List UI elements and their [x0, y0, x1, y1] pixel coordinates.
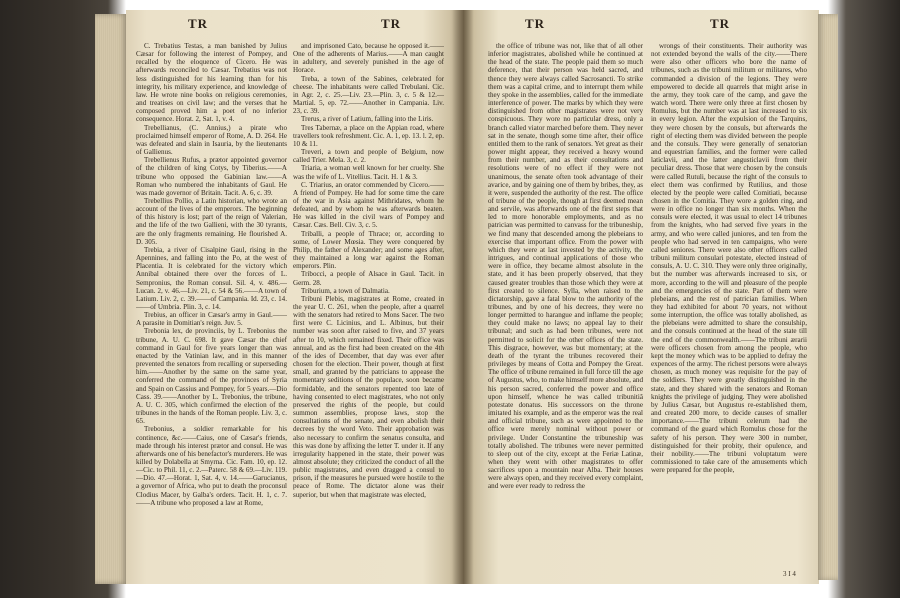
entry-paragraph: C. Trebatius Testas, a man banished by Julius Cæsar for following the interest of Pompey, and recalled by the eloquence of Cicero. He was afterwards reconciled to Cæsar. Trebatius was not less distinguished for his learning than for his integrity, his military experience, and knowledge of law. He wrote nine books on religious ceremonies, and treatises on civil law; and the verses that he composed proved him a poet of no inferior consequence. Horat. 2, Sat. 1, v. 4.: [136, 42, 287, 124]
entry-paragraph: the office of tribune was not, like that of all other inferior magistrates, abolished while he continued at the head of the state. The people paid them so much deference, that their person was held sacred, and thence they were always called Sacrosancti. To strike them was a capital crime, and to interrupt them while they spoke in the assemblies, called for the immediate interference of power. The marks by which they were distinguished from other magistrates were not very conspicuous. They wore no particular dress, only a branch called viator marched before them. They never sat in the senate, though some time after, their office entitled them to the rank of senators. Yet great as their power might appear, they received a heavy wound from their number, and as their consultations and resolutions were of no effect if they were not unanimous, the senate often took advantage of their avarice, and by gaining one of them by bribes, they, as it were, suspended the authority of the rest. The office of tribune of the people, though at first deemed mean and servile, was afterwards one of the first steps that led to more honorable employments, and as no patrician was permitted to canvass for the tribuneship, we find many that descended among the plebeians to exercise that important office. From the power with which they were at last invested by the activity, the intrigues, and continual applications of those who were in office, they became almost absolute in the state, and it has been properly observed, that they caused greater troubles than those which they were at first created to silence. Sylla, when raised to the dictatorship, gave a fatal blow to the authority of the tribunes, and by one of his decrees, they were no longer permitted to harangue and inflame the people; they could make no laws; no appeal lay to their tribunal; and such as had been tribunes, were not permitted to solicit for the other offices of the state. This disgrace, however, was but momentary; at the death of the tyrant the tribunes recovered their privileges by means of Cotta and Pompey the Great. The office of tribune remained in full force till the age of Augustus, who, to make himself more absolute, and his person sacred, conferred the power and office upon himself, whence he was called tribunitiâ potestate donatus. His successors on the throne imitated his example, and as the emperor was the real and official tribune, such as were appointed to the office were merely nominal without power or privilege. Under Constantine the tribuneship was totally abolished. The tribunes were never permitted to sleep out of the city, except at the Feriæ Latinæ, when they went with other magistrates to offer sacrifices upon a mountain near Alba. Their houses were always open, and they received every complaint, and were ever ready to redress the: [488, 42, 643, 491]
right-page-header-right: TR: [710, 16, 731, 31]
right-page-edges: [818, 14, 838, 580]
entry-paragraph: Treveri, a town and people of Belgium, now called Trier. Mela. 3, c. 2.: [293, 148, 444, 165]
entry-paragraph: Triaria, a woman well known for her cruelty. She was the wife of L. Vitellius. Tacit. H. 1 & 3.: [293, 164, 444, 181]
left-page: [126, 10, 463, 584]
left-page-header-left: TR: [188, 16, 209, 31]
entry-paragraph: Trebonia lex, de provinciis, by L. Trebonius the tribune, A. U. C. 698. It gave Cæsar the chief command in Gaul for five years longer than was enacted by the Vatinian law, and in this manner prevented the senators from recalling or superseding him.——Another by the same on the same year, conferred the command of the provinces of Syria and Spain on Cassius and Pompey, for 5 years.—Dio Cass. 39.——Another by L. Trebonius, the tribune, A. U. C. 305, which confirmed the election of the tribunes in the hands of the Roman people. Liv. 3, c. 65.: [136, 327, 287, 426]
entry-paragraph: Trerus, a river of Latium, falling into the Liris.: [301, 115, 434, 124]
entry-paragraph: Trebellienus Rufus, a prætor appointed governor of the children of king Cotys, by Tiberius.——A tribune who opposed the Gabinian law.——A Roman who numbered the inhabitants of Gaul. He was made governor of Britain. Tacit. A. 6, c. 39.: [136, 156, 287, 197]
entry-paragraph: Triballi, a people of Thrace; or, according to some, of Lower Mœsia. They were conquered by Philip, the father of Alexander; and some ages after, they maintained a long war against the Roman emperors. Plin.: [293, 229, 444, 271]
entry-paragraph: Trebia, a river of Cisalpine Gaul, rising in the Apennines, and falling into the Po, at the west of Placentia. It is celebrated for the victory which Annibal obtained there over the forces of L. Sempronius, the Roman consul. Sil. 4, v. 486.—Lucan. 2, v. 46.—Liv. 21, c. 54 & 56.——A town of Latium. Liv. 2, c. 39.——of Campania. Id. 23, c. 14.——of Umbria. Plin. 3, c. 14.: [136, 245, 287, 311]
entry-paragraph: Trebellianus, (C. Annius,) a pirate who proclaimed himself emperor of Rome, A. D. 264. He was defeated and slain in Isauria, by the lieutenants of Gallienus.: [136, 123, 287, 157]
entry-paragraph: C. Triarius, an orator commended by Cicero.——A friend of Pompey. He had for some time the care of the war in Asia against Mithridates, whom he defeated, and by whom he was afterwards beaten. He was killed in the civil wars of Pompey and Cæsar. Cæs. Bell. Civ. 3, c. 5.: [293, 180, 444, 230]
page-signature-mark: 3 I 4: [783, 570, 796, 578]
book-gutter: [452, 10, 474, 584]
right-column-1: [488, 42, 643, 584]
right-page: [463, 10, 819, 584]
left-column-2: [293, 42, 444, 582]
entry-paragraph: and imprisoned Cato, because he opposed it.——One of the adherents of Marius.——A man caught in adultery, and severely punished in the age of Horace.: [293, 42, 444, 75]
entry-paragraph: Trebonius, a soldier remarkable for his continence, &c.——Caius, one of Cæsar's friends, made through his interest prætor and consul. He was afterwards one of his benefactor's murderers. He was killed by Dolabella at Smyrna. Cic. Fam. 10, ep. 12.—Cic. to Phil. 11, c. 2.—Paterc. 58 & 69.—Liv. 119.—Dio. 47.—Horat. 1, Sat. 4, v. 14.——Garucianus, a governor of Africa, who put to death the proconsul Clodius Macer, by Galba's orders. Tacit. H. 1, c. 7.——A tribune who proposed a law at Rome,: [136, 425, 287, 507]
entry-paragraph: Tres Tabernæ, a place on the Appian road, where travellers took refreshment. Cic. A. 1, ep. 13. l. 2, ep. 10 & 11.: [293, 123, 444, 148]
right-column-2: [651, 42, 807, 584]
entry-paragraph: Tribuni Plebis, magistrates at Rome, created in the year U. C. 261, when the people, after a quarrel with the senators had retired to Mons Sacer. The two first were C. Licinius, and L. Albinus, but their number was soon after raised to five, and 37 years after to 10, which remained fixed. Their office was annual, and as the first had been created on the 4th of the ides of December, that day was ever after chosen for the election. Their power, though at first small, and granted by the patricians to appease the momentary seditions of the populace, soon became formidable, and the senators repented too late of having consented to elect magistrates, who not only preserved the rights of the people, but could summon assemblies, propose laws, stop the consultations of the senate, and even abolish their decrees by the word Veto. Their approbation was also necessary to confirm the senatus consulta, and this was done by affixing the letter T. under it. If any irregularity happened in the state, their power was almost absolute; they criticized the conduct of all the public magistrates, and even dragged a consul to prison, if the measures he pursued were hostile to the peace of Rome. The dictator alone was their superior, but when that magistrate was elected,: [293, 294, 444, 499]
left-column-1: [136, 42, 287, 582]
entry-paragraph: wrongs of their constituents. Their authority was not extended beyond the walls of the city.——There were also other officers who bore the name of tribunes, such as the tribuni militum or militares, who commanded a division of the legions. They were empowered to decide all quarrels that might arise in the army, they took care of the camp, and gave the watch word. There were only three at first chosen by Romulus, but the number was at last increased to six in every legion. After the expulsion of the Tarquins, they were chosen by the consuls, but afterwards the right of electing them was divided between the people and the consuls. They were generally of senatorian and equestrian families, and the former were called laticlavii, and the latter angusticlavii from their peculiar dress. Those that were chosen by the consuls were called Rutuli, because the right of the consuls to elect them was confirmed by Rutilius, and those elected by the people were called Comitiati, because chosen in the Comitia. They wore a golden ring, and were in office no longer than six months. When the consuls were elected, it was usual to elect 14 tribunes from the knights, who had served five years in the army, and who were called juniores, and ten from the people who had served in ten campaigns, who were called seniores. There were also other officers called tribuni militum consulari potestate, elected instead of consuls, A. U. C. 310. They were only three originally, but the number was afterwards increased to six, or more, according to the will and pleasure of the people and the emergencies of the state. Part of them were plebeians, and the rest of patrician families. When they had exhibited for about 70 years, not without some interruption, the office was totally abolished, as the plebeians were admitted to share the consulship, and the consuls continued at the head of the state till the end of the commonwealth.——The tribuni ærarii were officers chosen from among the people, who kept the money which was to be applied to defray the expences of the army. The richest persons were always chosen, as much money was requisite for the pay of the soldiers. They were greatly distinguished in the state, and they shared with the senators and Roman knights the privilege of judging. They were abolished by Julius Cæsar, but Augustus re-established them, and created 200 more, to decide causes of smaller importance.——The tribuni celerum had the command of the guard which Romulus chose for the safety of his person. They were 300 in number, distinguished for their probity, their opulence, and their nobility.——The tribuni voluptatum were commissioned to take care of the amusements which were prepared for the people,: [651, 42, 807, 475]
left-page-edges: [95, 14, 127, 584]
entry-paragraph: Treba, a town of the Sabines, celebrated for cheese. The inhabitants were called Trebulani. Cic. in Agr. 2, c. 25.—Liv. 23.—Plin. 3, c. 5 & 12.—Martial. 5, ep. 72.——Another in Campania. Liv. 23, c. 39.: [293, 74, 444, 116]
entry-paragraph: Trebellius Pollio, a Latin historian, who wrote an account of the lives of the emperors. The beginning of this history is lost; part of the reign of Valerian, and the life of the two Gallieni, with the 30 tyrants, are the only fragments remaining. He flourished A. D. 305.: [136, 196, 287, 246]
entry-paragraph: Tribocci, a people of Alsace in Gaul. Tacit. in Germ. 28.: [293, 270, 444, 287]
right-page-header-left: TR: [525, 16, 546, 31]
entry-paragraph: Triburium, a town of Dalmatia.: [301, 286, 390, 295]
entry-paragraph: Trebius, an officer in Cæsar's army in Gaul.——A parasite in Domitian's reign. Juv. 5.: [136, 311, 287, 328]
left-page-header-right: TR: [381, 16, 402, 31]
